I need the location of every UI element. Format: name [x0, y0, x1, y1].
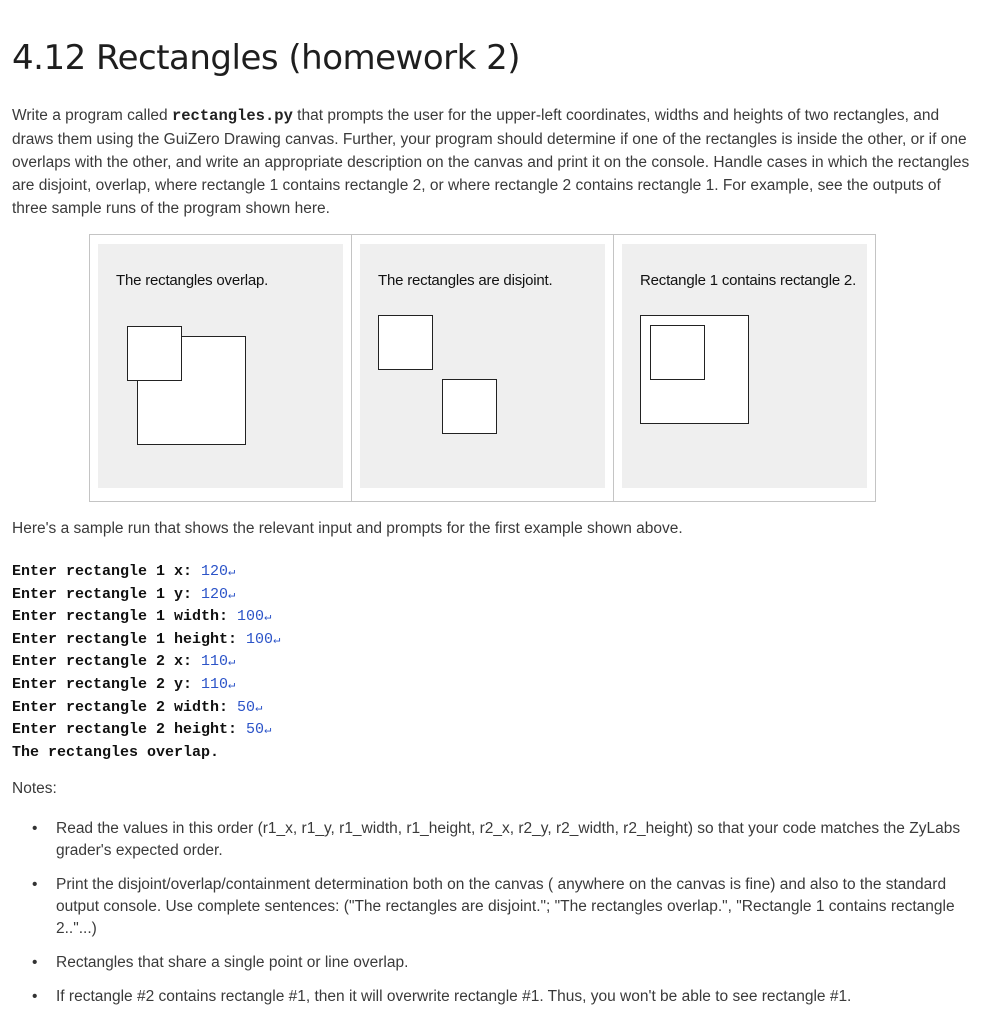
- return-icon: ↵: [228, 677, 236, 692]
- page-title: 4.12 Rectangles (homework 2): [12, 38, 521, 78]
- prompt-text: Enter rectangle 2 x:: [12, 653, 202, 671]
- user-input: 50: [246, 721, 265, 739]
- prompt-text: Enter rectangle 1 y:: [12, 585, 202, 603]
- note-item: • Read the values in this order (r1_x, r1_y, r1_width, r1_height, r2_x, r2_y, r2_width, r2_height) so that your code matches the ZyLabs grader's expected order.: [30, 818, 970, 862]
- rectangle-2: [650, 325, 705, 380]
- user-input: 100: [237, 608, 265, 626]
- panel-disjoint: [352, 235, 614, 501]
- panel-contains: [614, 235, 875, 501]
- console-line: [12, 584, 280, 607]
- console-output: [12, 561, 280, 764]
- user-input: 120: [201, 585, 229, 603]
- console-line: [12, 674, 280, 697]
- user-input: 50: [237, 698, 256, 716]
- console-line: [12, 651, 280, 674]
- canvas-contains: [622, 244, 867, 488]
- note-item: • Print the disjoint/overlap/containment determination both on the canvas ( anywhere on the canvas is fine) and also to the standard output console. Use complete sentences: ("The rectangles are disjoint."; "The rectangles overlap.", "Rectangle 1 contains rectangle 2.."...): [30, 874, 970, 940]
- return-icon: ↵: [228, 655, 236, 670]
- console-line: [12, 719, 280, 742]
- prompt-text: Enter rectangle 2 width:: [12, 698, 238, 716]
- filename-code: rectangles.py: [171, 107, 293, 125]
- console-line: [12, 606, 280, 629]
- prompt-text: Enter rectangle 1 x:: [12, 563, 202, 580]
- panel-caption: Rectangle 1 contains rectangle 2.: [640, 272, 857, 289]
- console-result: The rectangles overlap.: [12, 743, 220, 761]
- rectangle-2: [127, 326, 182, 381]
- console-line: [12, 561, 280, 584]
- rectangle-1: [378, 315, 433, 370]
- user-input: 100: [246, 630, 274, 648]
- return-icon: ↵: [228, 565, 236, 579]
- prompt-text: Enter rectangle 1 height:: [12, 630, 247, 648]
- intro-text-after: that prompts the user for the upper-left coordinates, widths and heights of two rectangles, and draws them using the GuiZero Drawing canvas. Further, your program should determine if one of the rectangles is inside the other, or if one overlaps with the other, and write an appropriate description on the canvas and print it on the console. Handle cases in which the rectangles are disjoint, overlap, where rectangle 1 contains rectangle 2, or where rectangle 2 contains rectangle 1. For example, see the outputs of three sample runs of the program shown here.: [12, 107, 970, 217]
- user-input: 110: [201, 675, 229, 693]
- prompt-text: Enter rectangle 2 y:: [12, 675, 202, 693]
- note-item: • Rectangles that share a single point or line overlap.: [30, 952, 970, 974]
- console-line: [12, 697, 280, 720]
- intro-paragraph: [12, 104, 980, 220]
- panel-caption: The rectangles overlap.: [116, 272, 269, 289]
- return-icon: ↵: [228, 587, 236, 602]
- prompt-text: Enter rectangle 2 height:: [12, 721, 247, 739]
- sample-outputs-figure: [89, 234, 876, 502]
- canvas-overlap: [98, 244, 343, 488]
- return-icon: ↵: [264, 723, 272, 738]
- notes-list: [30, 818, 970, 1020]
- canvas-disjoint: [360, 244, 605, 488]
- return-icon: ↵: [273, 632, 281, 647]
- console-line: [12, 629, 280, 652]
- prompt-text: Enter rectangle 1 width:: [12, 608, 238, 626]
- return-icon: ↵: [264, 610, 272, 625]
- panel-overlap: [90, 235, 352, 501]
- note-item: • If rectangle #2 contains rectangle #1, then it will overwrite rectangle #1. Thus, you won't be able to see rectangle #1.: [30, 986, 970, 1008]
- intro-text-before: Write a program called: [12, 107, 172, 124]
- notes-label: Notes:: [12, 780, 57, 797]
- panel-caption: The rectangles are disjoint.: [378, 272, 553, 289]
- sample-run-intro: Here's a sample run that shows the relevant input and prompts for the first example shown above.: [12, 520, 683, 537]
- return-icon: ↵: [255, 700, 263, 715]
- user-input: 110: [201, 653, 229, 671]
- user-input: 120: [201, 563, 229, 580]
- rectangle-2: [442, 379, 497, 434]
